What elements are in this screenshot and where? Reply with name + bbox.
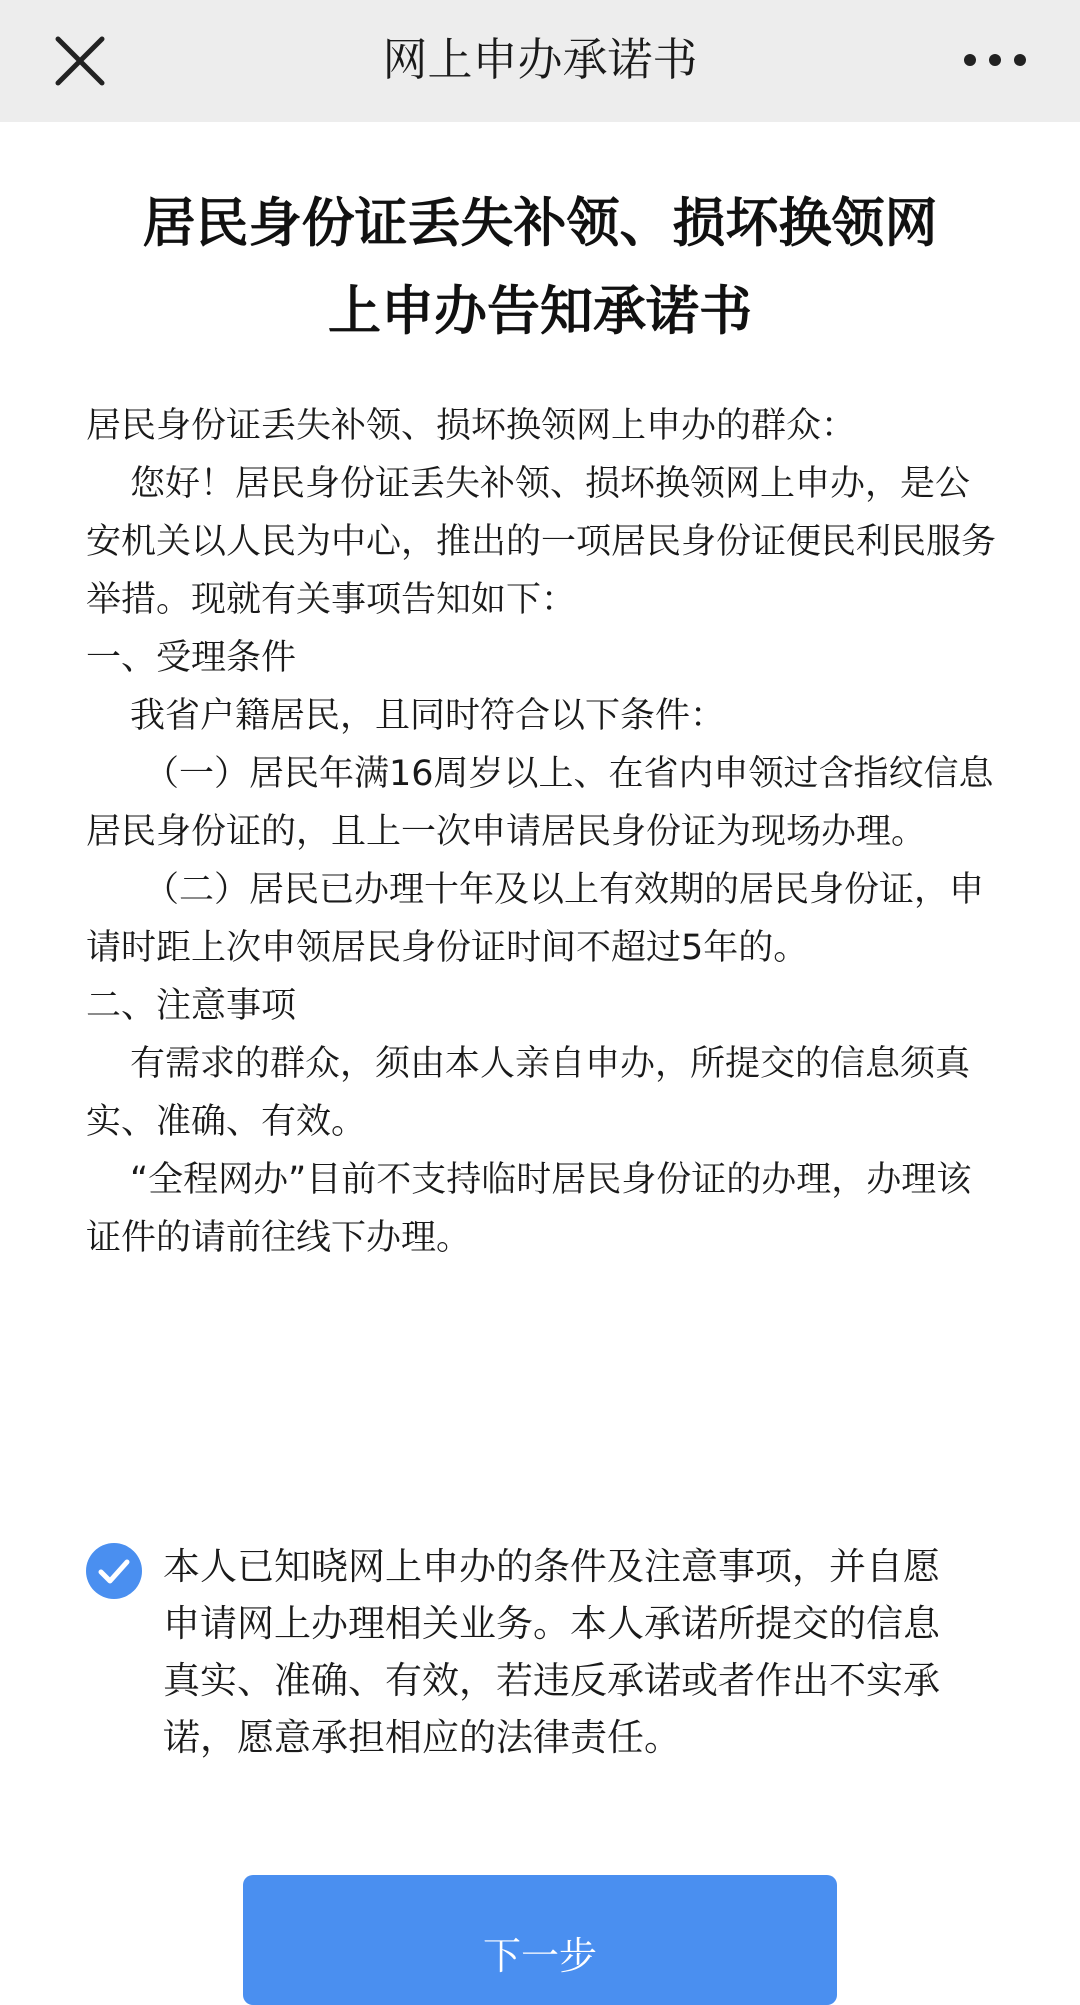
- document-body: [86, 397, 998, 1267]
- next-step-button[interactable]: 下一步: [243, 1875, 837, 2005]
- notice-paragraph: 有需求的群众，须由本人亲自申办，所提交的信息须真实、准确、有效。: [86, 1044, 971, 1142]
- section-paragraph: 我省户籍居民，且同时符合以下条件：: [130, 696, 726, 736]
- more-icon[interactable]: [960, 40, 1030, 80]
- section-heading: 一、受理条件: [86, 638, 297, 678]
- notice-paragraph: “全程网办”目前不支持临时居民身份证的办理，办理该证件的请前往线下办理。: [86, 1160, 972, 1258]
- agreement-checkbox[interactable]: [86, 1543, 142, 1599]
- salutation: 居民身份证丢失补领、损坏换领网上申办的群众：: [86, 406, 857, 446]
- section-heading: 二、注意事项: [86, 986, 297, 1026]
- condition-item: （一）居民年满16周岁以上、在省内申领过含指纹信息居民身份证的，且上一次申请居民身份证为现场办理。: [86, 754, 994, 852]
- checkmark-icon: [86, 1543, 142, 1599]
- document-title-line: 上申办告知承诺书: [328, 281, 752, 342]
- document-title-line: 居民身份证丢失补领、损坏换领网: [142, 193, 938, 254]
- page-title: 网上申办承诺书: [382, 33, 698, 86]
- agreement-text: 本人已知晓网上申办的条件及注意事项，并自愿申请网上办理相关业务。本人承诺所提交的信息真实、准确、有效，若违反承诺或者作出不实承诺，愿意承担相应的法律责任。: [163, 1545, 940, 1759]
- document-title: [60, 180, 1020, 356]
- greeting-paragraph: 您好！居民身份证丢失补领、损坏换领网上申办，是公安机关以人民为中心，推出的一项居民身份证便民利民服务举措。现就有关事项告知如下：: [86, 464, 997, 620]
- nav-bar: [0, 0, 1080, 122]
- condition-item: （二）居民已办理十年及以上有效期的居民身份证，申请时距上次申领居民身份证时间不超过5年的。: [86, 870, 985, 968]
